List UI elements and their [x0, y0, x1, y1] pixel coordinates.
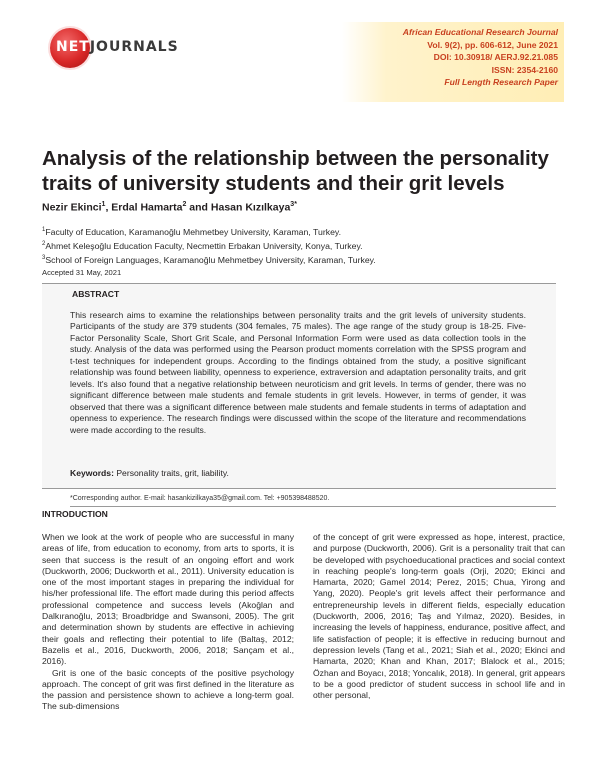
author-affiliation-mark: 1: [101, 201, 106, 208]
author-separator: and: [186, 201, 211, 214]
introduction-heading: INTRODUCTION: [42, 509, 108, 519]
logo-wordmark: NETJOURNALS: [56, 39, 179, 55]
author-name: Erdal Hamarta: [111, 201, 183, 214]
abstract-section: [42, 283, 556, 489]
body-paragraph: of the concept of grit were expressed as hope, interest, practice, and purpose (Duckworth, 2006). Grit is a personality trait that can be developed with psychoeducational practices and social context in reaching people's long-term goals (Orji, 2020; Ekinci and Hamarta, 2020; Gamel 2014; Perez, 2015; Chua, Yirong and Yang, 2020). People's grit levels affect their performance and entrepreneurship levels in different fields, especially education (Duckworth, 2006, 2016; Taş and Yılmaz, 2020). Besides, in increasing the levels of happiness, endurance, positive affect, and life satisfaction of people; it is effective in reducing burnout and depression levels (Tang et al., 2021; Siah et al., 2020; Ekinci and Hamarta, 2020; Khan and Khan, 2017; Blalock et al., 2015; Özhan and Boyacı, 2018; Yoncalık, 2018). In general, grit appears to be a good predictor of student success in school life and in other personal,: [313, 532, 565, 701]
journal-name: African Educational Research Journal: [402, 27, 558, 37]
affiliation-line: $^2$Ahmet Keleşoğlu Education Faculty, Necmettin Erbakan University, Konya, Turkey.: [42, 241, 363, 252]
author-affiliation-mark: 3*: [290, 201, 297, 208]
journal-info-box: [342, 22, 564, 102]
author-name: Hasan Kızılkaya: [210, 201, 291, 214]
author-separator: ,: [105, 201, 112, 214]
author-list: [42, 201, 297, 214]
journal-volume: Vol. 9(2), pp. 606-612, June 2021: [427, 39, 558, 50]
corresponding-author-note: *Corresponding author. E-mail: hasankizilkaya35@gmail.com. Tel: +905398488520.: [70, 491, 556, 507]
body-column-left: [42, 532, 294, 713]
abstract-heading: ABSTRACT: [72, 289, 120, 299]
netjournals-logo: [46, 24, 206, 76]
keywords-label: Keywords:: [70, 468, 114, 478]
author-name: Nezir Ekinci: [42, 201, 102, 214]
affiliations: [42, 224, 376, 267]
journal-issn: ISSN: 2354-2160: [491, 64, 558, 75]
body-column-right: [313, 532, 565, 701]
keywords-row: [70, 468, 229, 478]
author-affiliation-mark: 2: [182, 201, 187, 208]
accepted-date: Accepted 31 May, 2021: [42, 268, 122, 277]
paper-type: Full Length Research Paper: [444, 77, 558, 88]
affiliation-line: $^1$Faculty of Education, Karamanoğlu Mehmetbey University, Karaman, Turkey.: [42, 226, 342, 237]
journal-doi: DOI: 10.30918/ AERJ.92.21.085: [433, 52, 558, 63]
paper-title: Analysis of the relationship between the personality traits of university students and their grit levels: [42, 147, 549, 195]
body-paragraph: When we look at the work of people who are successful in many areas of life, from education to economy, from arts to sports, it is seen that success is the result of an ongoing effort and work (Duckworth, 2006; Duckworth et al., 2011). University education is one of the most important stages in preparing the individual for his/her professional life. The effort made during this period affects professional competence and success levels (Akoğlan and Dalkıranoğlu, 2013; Broadbridge and Swansoni, 2005). The grit and determination shown by students are effective in achieving their goals and reflecting their potential to life (Baltaş, 2012; Bazelis et al., 2016, Duckworth, 2006, 2018; Sançam et al., 2016).: [42, 532, 294, 667]
affiliation-line: $^3$School of Foreign Languages, Karamanoğlu Mehmetbey University, Karaman, Turkey.: [42, 255, 376, 266]
body-paragraph: Grit is one of the basic concepts of the positive psychology approach. The concept of grit was first defined in the literature as the passion and persistence shown to achieve a long-term goal. The sub-dimensions: [42, 667, 294, 712]
abstract-text: This research aims to examine the relationships between personality traits and the grit levels of university students. Participants of the study are 379 students (304 females, 75 males). The age range of the study group is 18-25. Five-Factor Personality Scale, Short Grit Scale, and Personal Information Form were used as data collection tools in the study. Analysis of the data was performed using the Pearson product moments correlation with the SPSS program and t-test techniques for independent groups. According to the findings obtained from the study, a positive significant relationship was found between liability, openness to experience, extraversion and adaptation personality traits, and grit levels. It's also found that a negative relationship between neuroticism and grit levels. In terms of gender, there was no significant difference between male students and female students in grit levels. However, in terms of gender, it was observed that there was a significant difference between male students and female students in terms of adaptation and openness to experience. The research findings were discussed within the scope of the literature and recommendations were made according to the results.: [70, 310, 526, 435]
keywords-text: Personality traits, grit, liability.: [116, 468, 229, 478]
